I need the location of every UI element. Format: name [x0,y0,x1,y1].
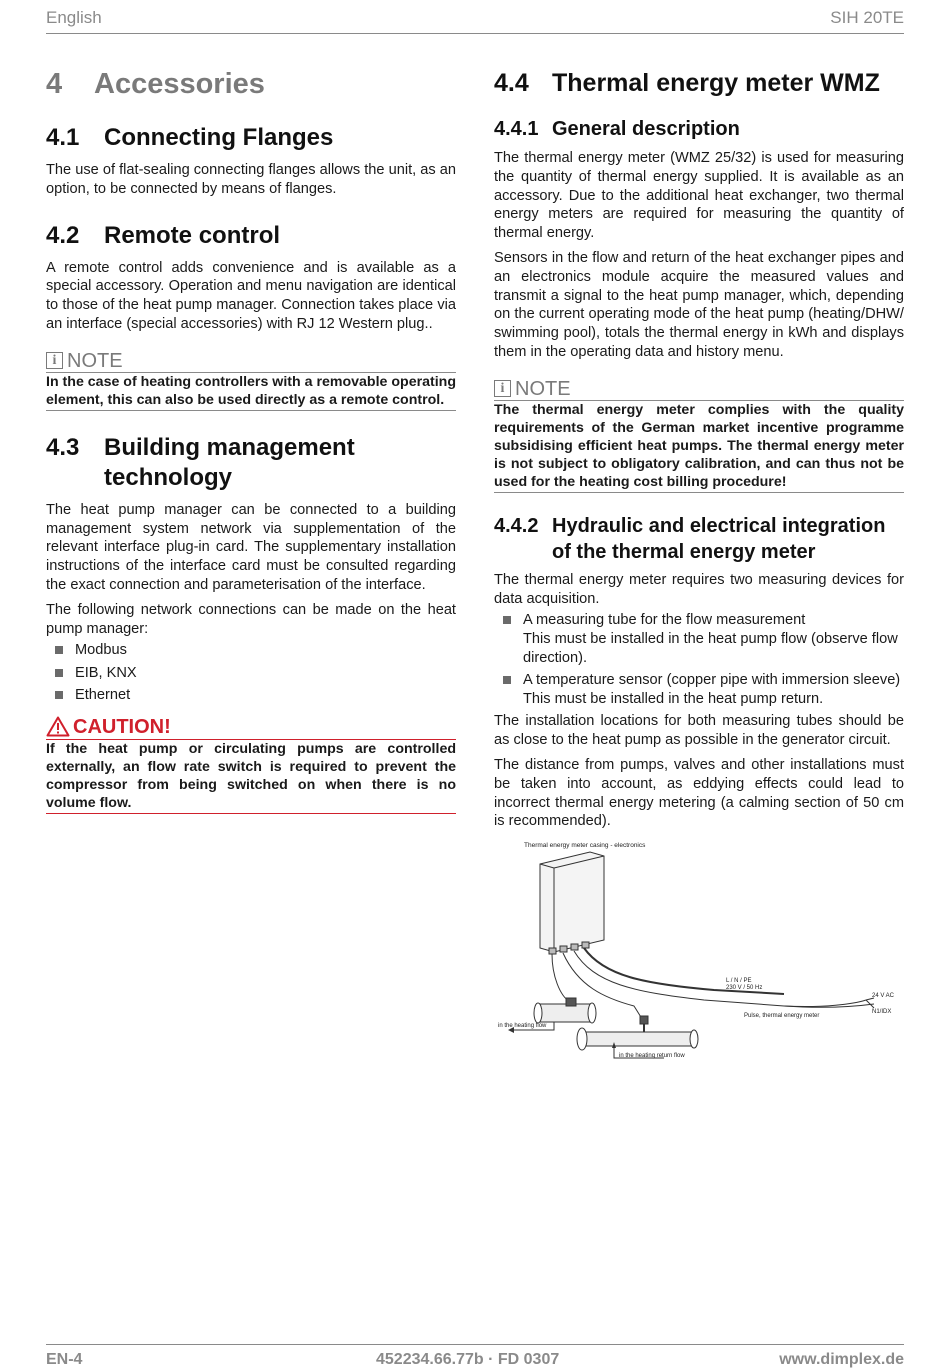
section-title: Connecting Flanges [104,124,334,151]
chapter-title: Accessories [94,68,265,100]
note-box [46,350,456,411]
section-number: 4.4.1 [494,118,539,140]
flow-label: in the heating flow [498,1023,547,1029]
page-footer [46,1344,904,1371]
section-4-1-heading [46,123,456,153]
device-list [494,611,904,708]
note-text: In the case of heating controllers with a removable operating element, this can also be used directly as a remote control. [46,373,456,411]
section-4-3-text-1: The heat pump manager can be connected to a building management system network via supplementation of the relevant interface plug-in card. The supplementary installation instructions of the interface card must be consulted regarding the exact connection and parameterisation of the interface. [46,501,456,593]
section-4-4-heading [494,68,904,98]
note-box [494,378,904,493]
footer-doc-number: 452234.66.77b · FD 0307 [376,1351,560,1368]
square-bullet-icon [55,691,63,699]
section-4-4-2-text-1: The thermal energy meter requires two measuring devices for data acquisition. [494,571,904,607]
vac-label: 24 V AC [872,993,895,999]
list-item-text: Ethernet [75,686,131,703]
section-4-2-heading [46,221,456,251]
casing-label: Thermal energy meter casing - electronics [524,842,646,849]
list-item [46,686,456,705]
section-title: Building management technology [104,433,355,491]
list-item-title: A measuring tube for the flow measurement [523,612,806,629]
note-text: The thermal energy meter complies with the quality requirements of the German market incentive programme subsidising efficient heat pumps. The thermal energy meter is not subject to obligatory calibration, and can thus not be used for the heating cost billing procedure! [494,401,904,493]
power-label-1: L / N / PE [726,978,752,984]
network-list [46,641,456,704]
caution-header [46,715,456,740]
header-model: SIH 20TE [830,8,904,27]
right-column [494,62,904,831]
return-label: in the heating return flow [619,1053,685,1059]
section-number: 4.3 [46,433,80,461]
section-title: Hydraulic and electrical integration of the thermal energy meter [552,514,886,563]
page-header [46,6,904,34]
section-title: Thermal energy meter WMZ [552,69,880,97]
section-number: 4.1 [46,124,80,151]
list-item-subtext: This must be installed in the heat pump flow (observe flow direction). [523,631,898,666]
caution-label: CAUTION! [73,715,171,738]
footer-page-number: EN-4 [46,1351,83,1368]
square-bullet-icon [503,676,511,684]
caution-box [46,715,456,814]
square-bullet-icon [55,669,63,677]
section-4-4-2-text-2: The installation locations for both measuring tubes should be as close to the heat pump as possible in the generator circuit. [494,713,904,749]
section-4-2-text: A remote control adds convenience and is available as a special accessory. Operation and menu navigation are identical to those of the heat pump manager. Connection takes place via an interface (special accessories) with RJ 12 Western plug.. [46,259,456,332]
note-label: NOTE [67,349,123,372]
note-header [494,378,904,401]
thermal-energy-meter-diagram [494,836,904,1068]
note-label: NOTE [515,377,571,400]
chapter-heading [46,68,456,101]
header-language: English [46,8,102,27]
section-4-1-text: The use of flat-sealing connecting flanges allows the unit, as an option, to be connected by means of flanges. [46,162,456,197]
idx-label: N1/IDX [872,1009,892,1015]
footer-website: www.dimplex.de [779,1351,904,1368]
list-item-title: A temperature sensor (copper pipe with immersion sleeve) [523,672,901,689]
list-item [46,664,456,683]
diagram-illustration [494,836,904,1068]
section-number: 4.4 [494,69,529,97]
section-4-3-text-2: The following network connections can be made on the heat pump manager: [46,601,456,637]
section-4-4-2-heading [494,513,904,565]
chapter-number: 4 [46,68,63,100]
section-number: 4.2 [46,221,80,249]
list-item [46,641,456,660]
pulse-label: Pulse, thermal energy meter [744,1013,820,1019]
left-column [46,62,456,814]
caution-text: If the heat pump or circulating pumps are controlled externally, an flow rate switch is required to prevent the compressor from being switched on when there is no volume flow. [46,740,456,814]
section-4-4-1-text-1: The thermal energy meter (WMZ 25/32) is used for measuring the quantity of thermal energy supplied. It is available as an accessory. Due to the additional heat exchanger, two thermal energy meters are required for measuring the quantity of thermal energy. [494,150,904,242]
list-item-text: EIB, KNX [75,664,137,681]
info-icon: i [46,352,63,369]
list-item-subtext: This must be installed in the heat pump return. [523,691,824,708]
note-header [46,350,456,373]
list-item [494,671,904,709]
section-4-3-heading [46,433,456,493]
square-bullet-icon [55,646,63,654]
square-bullet-icon [503,616,511,624]
list-item-text: Modbus [75,642,127,659]
power-label-2: 230 V / 50 Hz [726,985,763,991]
section-number: 4.4.2 [494,514,539,537]
info-icon: i [494,380,511,397]
section-4-4-2-text-3: The distance from pumps, valves and other installations must be taken into account, as eddying effects could lead to incorrect thermal energy metering (a calming section of 50 cm is recommended). [494,756,904,830]
warning-triangle-icon [46,716,70,737]
section-4-4-1-heading [494,116,904,142]
section-title: Remote control [104,221,281,249]
section-title: General description [552,118,740,140]
section-4-4-1-text-2: Sensors in the flow and return of the heat exchanger pipes and an electronics module acquire the measured values and transmit a signal to the heat pump manager, which, depending on the current operating mode of the heat pump (heating/DHW/ swimming pool), totals the thermal energy in kWh and displays them in the operating data and history menu. [494,249,904,360]
list-item [494,611,904,667]
